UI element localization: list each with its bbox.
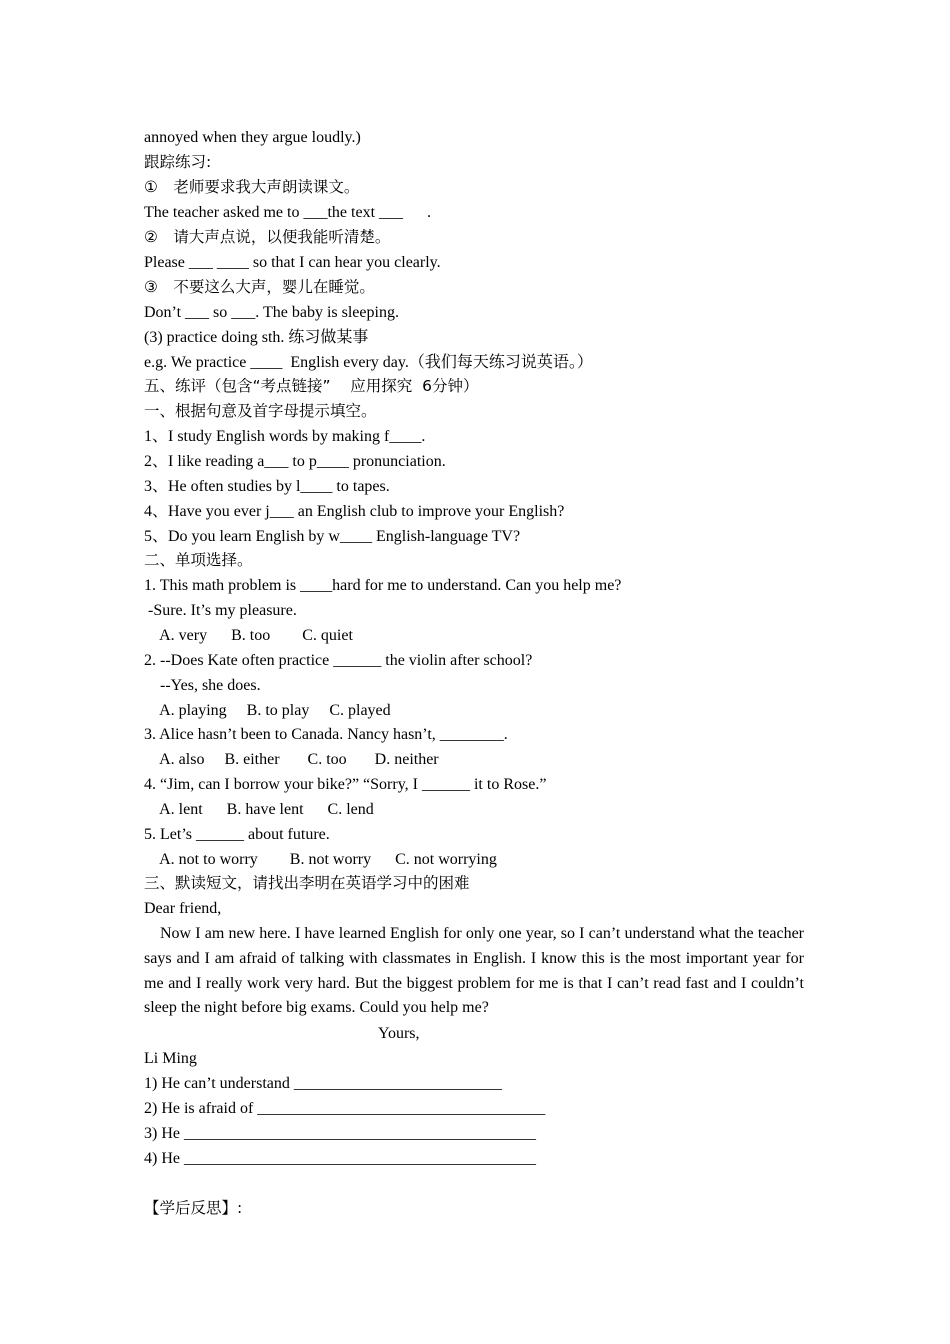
exercise-sentence: Don’t ___ so ___. The baby is sleeping. [144, 304, 399, 321]
question: 1. This math problem is ____hard for me to understand. Can you help me? [144, 577, 622, 594]
section-label: 跟踪练习: [144, 153, 212, 171]
question: 4. “Jim, can I borrow your bike?” “Sorry, I ______ it to Rose.” [144, 776, 547, 793]
question: 2、I like reading a___ to p____ pronunciation. [144, 453, 446, 470]
options: A. very B. too C. quiet [144, 627, 353, 644]
reading-passage: Now I am new here. I have learned English for only one year, so I can’t understand what the teacher says and I am afraid of talking with classmates in English. I know this is the most important year for me and I really work very hard. But the biggest problem for me is that I can’t read fast and I couldn’t sleep the night before big exams. Could you help me? [144, 925, 804, 1017]
exercise-sentence: Please ___ ____ so that I can hear you clearly. [144, 254, 441, 271]
question: 5. Let’s ______ about future. [144, 826, 330, 843]
subsection-heading: 二、单项选择。 [144, 551, 253, 569]
subsection-heading: 一、根据句意及首字母提示填空。 [144, 402, 377, 420]
exercise-prompt: ① 老师要求我大声朗读课文。 [144, 178, 360, 196]
options: A. lent B. have lent C. lend [144, 801, 374, 818]
subsection-heading: 三、默读短文，请找出李明在英语学习中的困难 [144, 874, 470, 892]
exercise-prompt: ③ 不要这么大声，婴儿在睡觉。 [144, 278, 375, 296]
answer-line: --Yes, she does. [144, 677, 261, 694]
letter-signature: Li Ming [144, 1050, 197, 1067]
reflection-heading: 【学后反思】: [144, 1199, 243, 1217]
exercise-sentence: The teacher asked me to ___the text ___ . [144, 204, 432, 221]
question: 3. Alice hasn’t been to Canada. Nancy hasn’t, ________. [144, 726, 508, 743]
blank-question: 4) He ____________________________________________ [144, 1150, 536, 1167]
text-line: annoyed when they argue loudly.) [144, 129, 361, 146]
letter-greeting: Dear friend, [144, 900, 222, 917]
section-heading: 五、练评（包含“考点链接” 应用探究 6分钟） [144, 377, 479, 395]
options: A. not to worry B. not worry C. not worrying [144, 851, 497, 868]
options: A. playing B. to play C. played [144, 702, 391, 719]
blank-question: 2) He is afraid of ____________________________________ [144, 1100, 546, 1117]
example-sentence: e.g. We practice ____ English every day.（我们每天练习说英语。） [144, 354, 593, 371]
blank-question: 3) He ____________________________________________ [144, 1125, 536, 1142]
question: 5、Do you learn English by w____ English-language TV? [144, 528, 521, 545]
question: 2. --Does Kate often practice ______ the violin after school? [144, 652, 533, 669]
question: 4、Have you ever j___ an English club to improve your English? [144, 503, 565, 520]
answer-line: -Sure. It’s my pleasure. [144, 602, 297, 619]
options: A. also B. either C. too D. neither [144, 751, 439, 768]
question: 3、He often studies by l____ to tapes. [144, 478, 390, 495]
blank-question: 1) He can’t understand __________________________ [144, 1075, 502, 1092]
phrase-heading: (3) practice doing sth. 练习做某事 [144, 329, 369, 346]
letter-closing: Yours, [378, 1025, 420, 1042]
question: 1、I study English words by making f____. [144, 428, 426, 445]
exercise-prompt: ② 请大声点说，以便我能听清楚。 [144, 228, 391, 246]
